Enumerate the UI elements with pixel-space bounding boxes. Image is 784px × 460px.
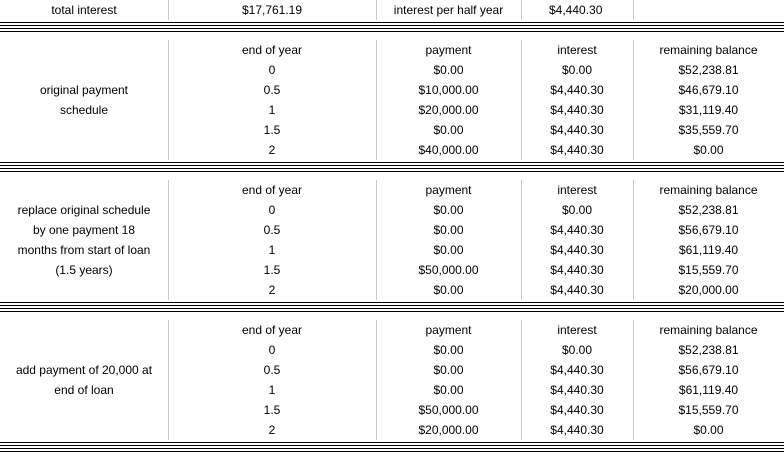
interest-cell[interactable]: $4,440.30 [550, 263, 604, 277]
summary-row [0, 0, 784, 20]
interest-cell[interactable]: $4,440.30 [550, 83, 604, 97]
interest-cell[interactable]: $4,440.30 [550, 283, 604, 297]
interest-cell[interactable]: $4,440.30 [550, 243, 604, 257]
interest-cell[interactable]: $0.00 [561, 63, 593, 77]
payment-cell[interactable]: $40,000.00 [418, 143, 479, 157]
interest-cell[interactable]: $4,440.30 [550, 403, 604, 417]
table-row [0, 280, 784, 300]
year-cell[interactable]: 0.5 [263, 83, 281, 97]
balance-cell[interactable]: $56,679.10 [678, 223, 739, 237]
balance-cell[interactable]: $52,238.81 [678, 203, 739, 217]
interest-cell[interactable]: $4,440.30 [550, 363, 604, 377]
section-separator [0, 442, 784, 452]
payment-cell[interactable]: $0.00 [433, 123, 464, 137]
payment-cell[interactable]: $0.00 [433, 63, 464, 77]
header-remaining-balance[interactable]: remaining balance [659, 43, 758, 57]
payment-cell[interactable]: $0.00 [433, 223, 464, 237]
section-separator [0, 22, 784, 32]
header-interest[interactable]: interest [557, 43, 597, 57]
balance-cell[interactable]: $56,679.10 [678, 363, 739, 377]
payment-cell[interactable]: $10,000.00 [418, 83, 479, 97]
total-interest-value[interactable]: $17,761.19 [241, 3, 303, 17]
section-separator [0, 302, 784, 312]
header-payment[interactable]: payment [425, 183, 472, 197]
gridline [633, 0, 634, 20]
year-cell[interactable]: 0 [268, 63, 276, 77]
payment-cell[interactable]: $0.00 [433, 203, 464, 217]
interest-per-half-year-value[interactable]: $4,440.30 [549, 3, 603, 17]
balance-cell[interactable]: $46,679.10 [678, 83, 739, 97]
balance-cell[interactable]: $31,119.40 [678, 103, 739, 117]
table-row [0, 60, 784, 80]
header-row [0, 320, 784, 340]
balance-cell[interactable]: $0.00 [693, 423, 724, 437]
balance-cell[interactable]: $15,559.70 [678, 403, 739, 417]
header-payment[interactable]: payment [425, 43, 472, 57]
balance-cell[interactable]: $35,559.70 [678, 123, 739, 137]
interest-cell[interactable]: $4,440.30 [550, 223, 604, 237]
table-row [0, 120, 784, 140]
year-cell[interactable]: 0.5 [263, 223, 281, 237]
header-interest[interactable]: interest [557, 323, 597, 337]
section-label-line[interactable]: (1.5 years) [55, 263, 113, 277]
year-cell[interactable]: 2 [268, 283, 276, 297]
payment-cell[interactable]: $20,000.00 [418, 423, 479, 437]
balance-cell[interactable]: $61,119.40 [678, 383, 739, 397]
balance-cell[interactable]: $20,000.00 [678, 283, 739, 297]
gridline [168, 0, 169, 20]
interest-cell[interactable]: $4,440.30 [550, 383, 604, 397]
payment-cell[interactable]: $50,000.00 [418, 263, 479, 277]
header-interest[interactable]: interest [557, 183, 597, 197]
year-cell[interactable]: 1 [268, 243, 276, 257]
payment-cell[interactable]: $0.00 [433, 283, 464, 297]
header-end-of-year[interactable]: end of year [241, 183, 303, 197]
table-row [0, 400, 784, 420]
interest-cell[interactable]: $4,440.30 [550, 103, 604, 117]
gridline [521, 0, 522, 20]
section-label-line[interactable]: original payment [39, 83, 129, 97]
year-cell[interactable]: 1 [268, 103, 276, 117]
header-remaining-balance[interactable]: remaining balance [659, 183, 758, 197]
table-row [0, 140, 784, 160]
payment-cell[interactable]: $0.00 [433, 363, 464, 377]
year-cell[interactable]: 2 [268, 143, 276, 157]
section-label-line[interactable]: months from start of loan [17, 243, 151, 257]
section-label-line[interactable]: by one payment 18 [32, 223, 136, 237]
interest-per-half-year-label[interactable]: interest per half year [393, 3, 504, 17]
header-payment[interactable]: payment [425, 323, 472, 337]
section-separator [0, 162, 784, 172]
interest-cell[interactable]: $4,440.30 [550, 123, 604, 137]
gridline [376, 0, 377, 20]
balance-cell[interactable]: $0.00 [693, 143, 724, 157]
year-cell[interactable]: 0.5 [263, 363, 281, 377]
table-row [0, 340, 784, 360]
payment-cell[interactable]: $0.00 [433, 383, 464, 397]
year-cell[interactable]: 1.5 [263, 123, 281, 137]
section-label-line[interactable]: schedule [59, 103, 109, 117]
table-row [0, 420, 784, 440]
section-label-line[interactable]: add payment of 20,000 at [15, 363, 153, 377]
interest-cell[interactable]: $0.00 [561, 343, 593, 357]
year-cell[interactable]: 0 [268, 343, 276, 357]
total-interest-label[interactable]: total interest [51, 3, 117, 17]
section-label-line[interactable]: replace original schedule [17, 203, 151, 217]
header-remaining-balance[interactable]: remaining balance [659, 323, 758, 337]
empty-cell[interactable] [633, 0, 784, 20]
payment-cell[interactable]: $0.00 [433, 343, 464, 357]
year-cell[interactable]: 2 [268, 423, 276, 437]
year-cell[interactable]: 1.5 [263, 263, 281, 277]
header-row [0, 180, 784, 200]
year-cell[interactable]: 1.5 [263, 403, 281, 417]
header-end-of-year[interactable]: end of year [241, 323, 303, 337]
interest-cell[interactable]: $4,440.30 [550, 143, 604, 157]
balance-cell[interactable]: $61,119.40 [678, 243, 739, 257]
payment-cell[interactable]: $0.00 [433, 243, 464, 257]
year-cell[interactable]: 0 [268, 203, 276, 217]
header-end-of-year[interactable]: end of year [241, 43, 303, 57]
header-row [0, 40, 784, 60]
interest-cell[interactable]: $0.00 [561, 203, 593, 217]
balance-cell[interactable]: $52,238.81 [678, 343, 739, 357]
balance-cell[interactable]: $15,559.70 [678, 263, 739, 277]
year-cell[interactable]: 1 [268, 383, 276, 397]
payment-cell[interactable]: $50,000.00 [418, 403, 479, 417]
balance-cell[interactable]: $52,238.81 [678, 63, 739, 77]
interest-cell[interactable]: $4,440.30 [550, 423, 604, 437]
section-label-line[interactable]: end of loan [54, 383, 114, 397]
payment-cell[interactable]: $20,000.00 [418, 103, 479, 117]
